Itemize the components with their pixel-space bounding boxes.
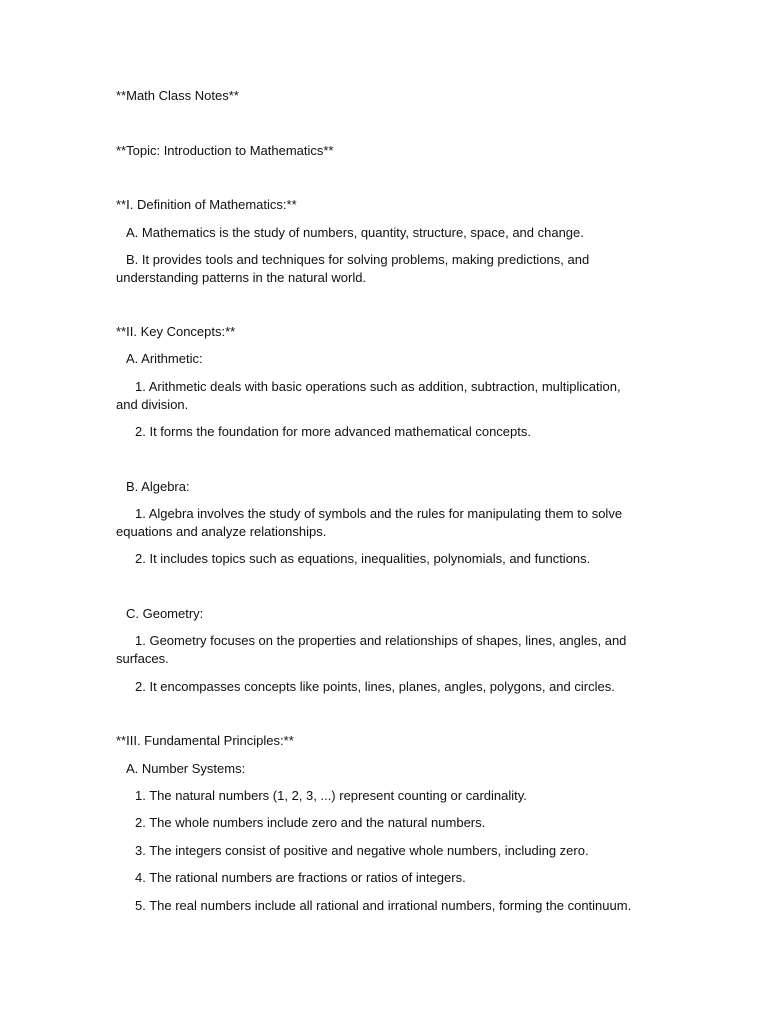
algebra-heading: B. Algebra: [126,479,190,494]
arithmetic-item-1: 1. Arithmetic deals with basic operations such as addition, subtraction, multiplication, [135,379,621,394]
arithmetic-item-1-continued: and division. [116,397,189,412]
section-1-item-b: B. It provides tools and techniques for solving problems, making predictions, and [126,252,590,267]
section-1-item-b-continued: understanding patterns in the natural world. [116,270,367,285]
geometry-item-1-continued: surfaces. [116,651,169,666]
algebra-item-1: 1. Algebra involves the study of symbols and the rules for manipulating them to solve [135,506,623,521]
number-systems-item-3: 3. The integers consist of positive and negative whole numbers, including zero. [135,843,589,858]
geometry-item-2: 2. It encompasses concepts like points, lines, planes, angles, polygons, and circles. [135,679,615,694]
algebra-item-1-continued: equations and analyze relationships. [116,524,327,539]
section-2-heading: **II. Key Concepts:** [116,324,236,339]
section-1-item-a: A. Mathematics is the study of numbers, quantity, structure, space, and change. [126,225,584,240]
topic-line: **Topic: Introduction to Mathematics** [116,143,334,158]
section-3-heading: **III. Fundamental Principles:** [116,733,294,748]
number-systems-heading: A. Number Systems: [126,761,246,776]
number-systems-item-1: 1. The natural numbers (1, 2, 3, ...) represent counting or cardinality. [135,788,527,803]
geometry-heading: C. Geometry: [126,606,204,621]
number-systems-item-2: 2. The whole numbers include zero and the natural numbers. [135,815,486,830]
arithmetic-item-2: 2. It forms the foundation for more advanced mathematical concepts. [135,424,531,439]
number-systems-item-5: 5. The real numbers include all rational and irrational numbers, forming the continuum. [135,898,632,913]
arithmetic-heading: A. Arithmetic: [126,351,203,366]
algebra-item-2: 2. It includes topics such as equations, inequalities, polynomials, and functions. [135,551,591,566]
geometry-item-1: 1. Geometry focuses on the properties and relationships of shapes, lines, angles, and [135,633,627,648]
section-1-heading: **I. Definition of Mathematics:** [116,197,297,212]
number-systems-item-4: 4. The rational numbers are fractions or ratios of integers. [135,870,466,885]
document-title: **Math Class Notes** [116,88,239,103]
